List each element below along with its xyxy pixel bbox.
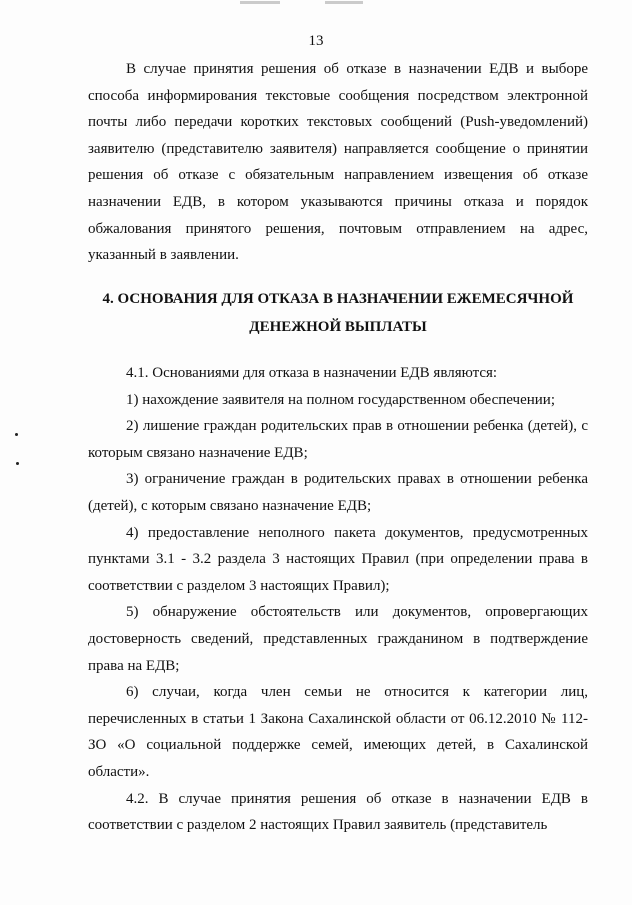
list-item-1: 1) нахождение заявителя на полном государственном обеспечении; [126,391,555,408]
paragraph-4-1: 4.1. Основаниями для отказа в назначении ЕДВ являются: [126,365,498,381]
paragraph-4-2: 4.2. В случае принятия решения об отказе в назначении ЕДВ в соответствии с разделом 2 настоящих Правил заявитель (представитель [88,790,588,834]
intro-paragraph: В случае принятия решения об отказе в назначении ЕДВ и выборе способа информирования текстовые сообщения посредством электронной почты либо передачи коротких текстовых сообщений (Push-уведомлений) заявителю (представителю заявителя) направляется сообщение о принятии решения об отказе с обязательным направлением извещения об отказе назначении ЕДВ, в котором указываются причины отказа и порядок обжалования принятого решения, почтовым отправлением на адрес, указанный в заявлении. [88,61,588,264]
margin-dot [15,433,18,436]
section-heading-line-2: ДЕНЕЖНОЙ ВЫПЛАТЫ [249,319,427,335]
scan-artifact [220,0,380,6]
section-body [88,360,588,839]
margin-dot [16,462,19,465]
list-item-6: 6) случаи, когда член семьи не относится к категории лиц, перечисленных в статьи 1 Закона Сахалинской области от 06.12.2010 № 112-ЗО «О социальной поддержке семей, имеющих детей, в Сахалинской области». [88,684,588,780]
intro-text-block [88,56,588,269]
list-item-4: 4) предоставление неполного пакета документов, предусмотренных пунктами 3.1 - 3.2 раздела 3 настоящих Правил (при определении права в соответствии с разделом 3 настоящих Правил); [88,524,588,594]
section-heading-line-1: 4. ОСНОВАНИЯ ДЛЯ ОТКАЗА В НАЗНАЧЕНИИ ЕЖЕМЕСЯЧНОЙ [102,291,574,307]
page-number: 13 [308,33,324,49]
list-item-2: 2) лишение граждан родительских прав в отношении ребенка (детей), с которым связано назначение ЕДВ; [88,418,588,461]
list-item-5: 5) обнаружение обстоятельств или документов, опровергающих достоверность сведений, представленных гражданином в подтверждение права на ЕДВ; [88,604,588,674]
list-item-3: 3) ограничение граждан в родительских правах в отношении ребенка (детей), с которым связано назначение ЕДВ; [88,471,588,514]
section-heading [88,285,588,341]
